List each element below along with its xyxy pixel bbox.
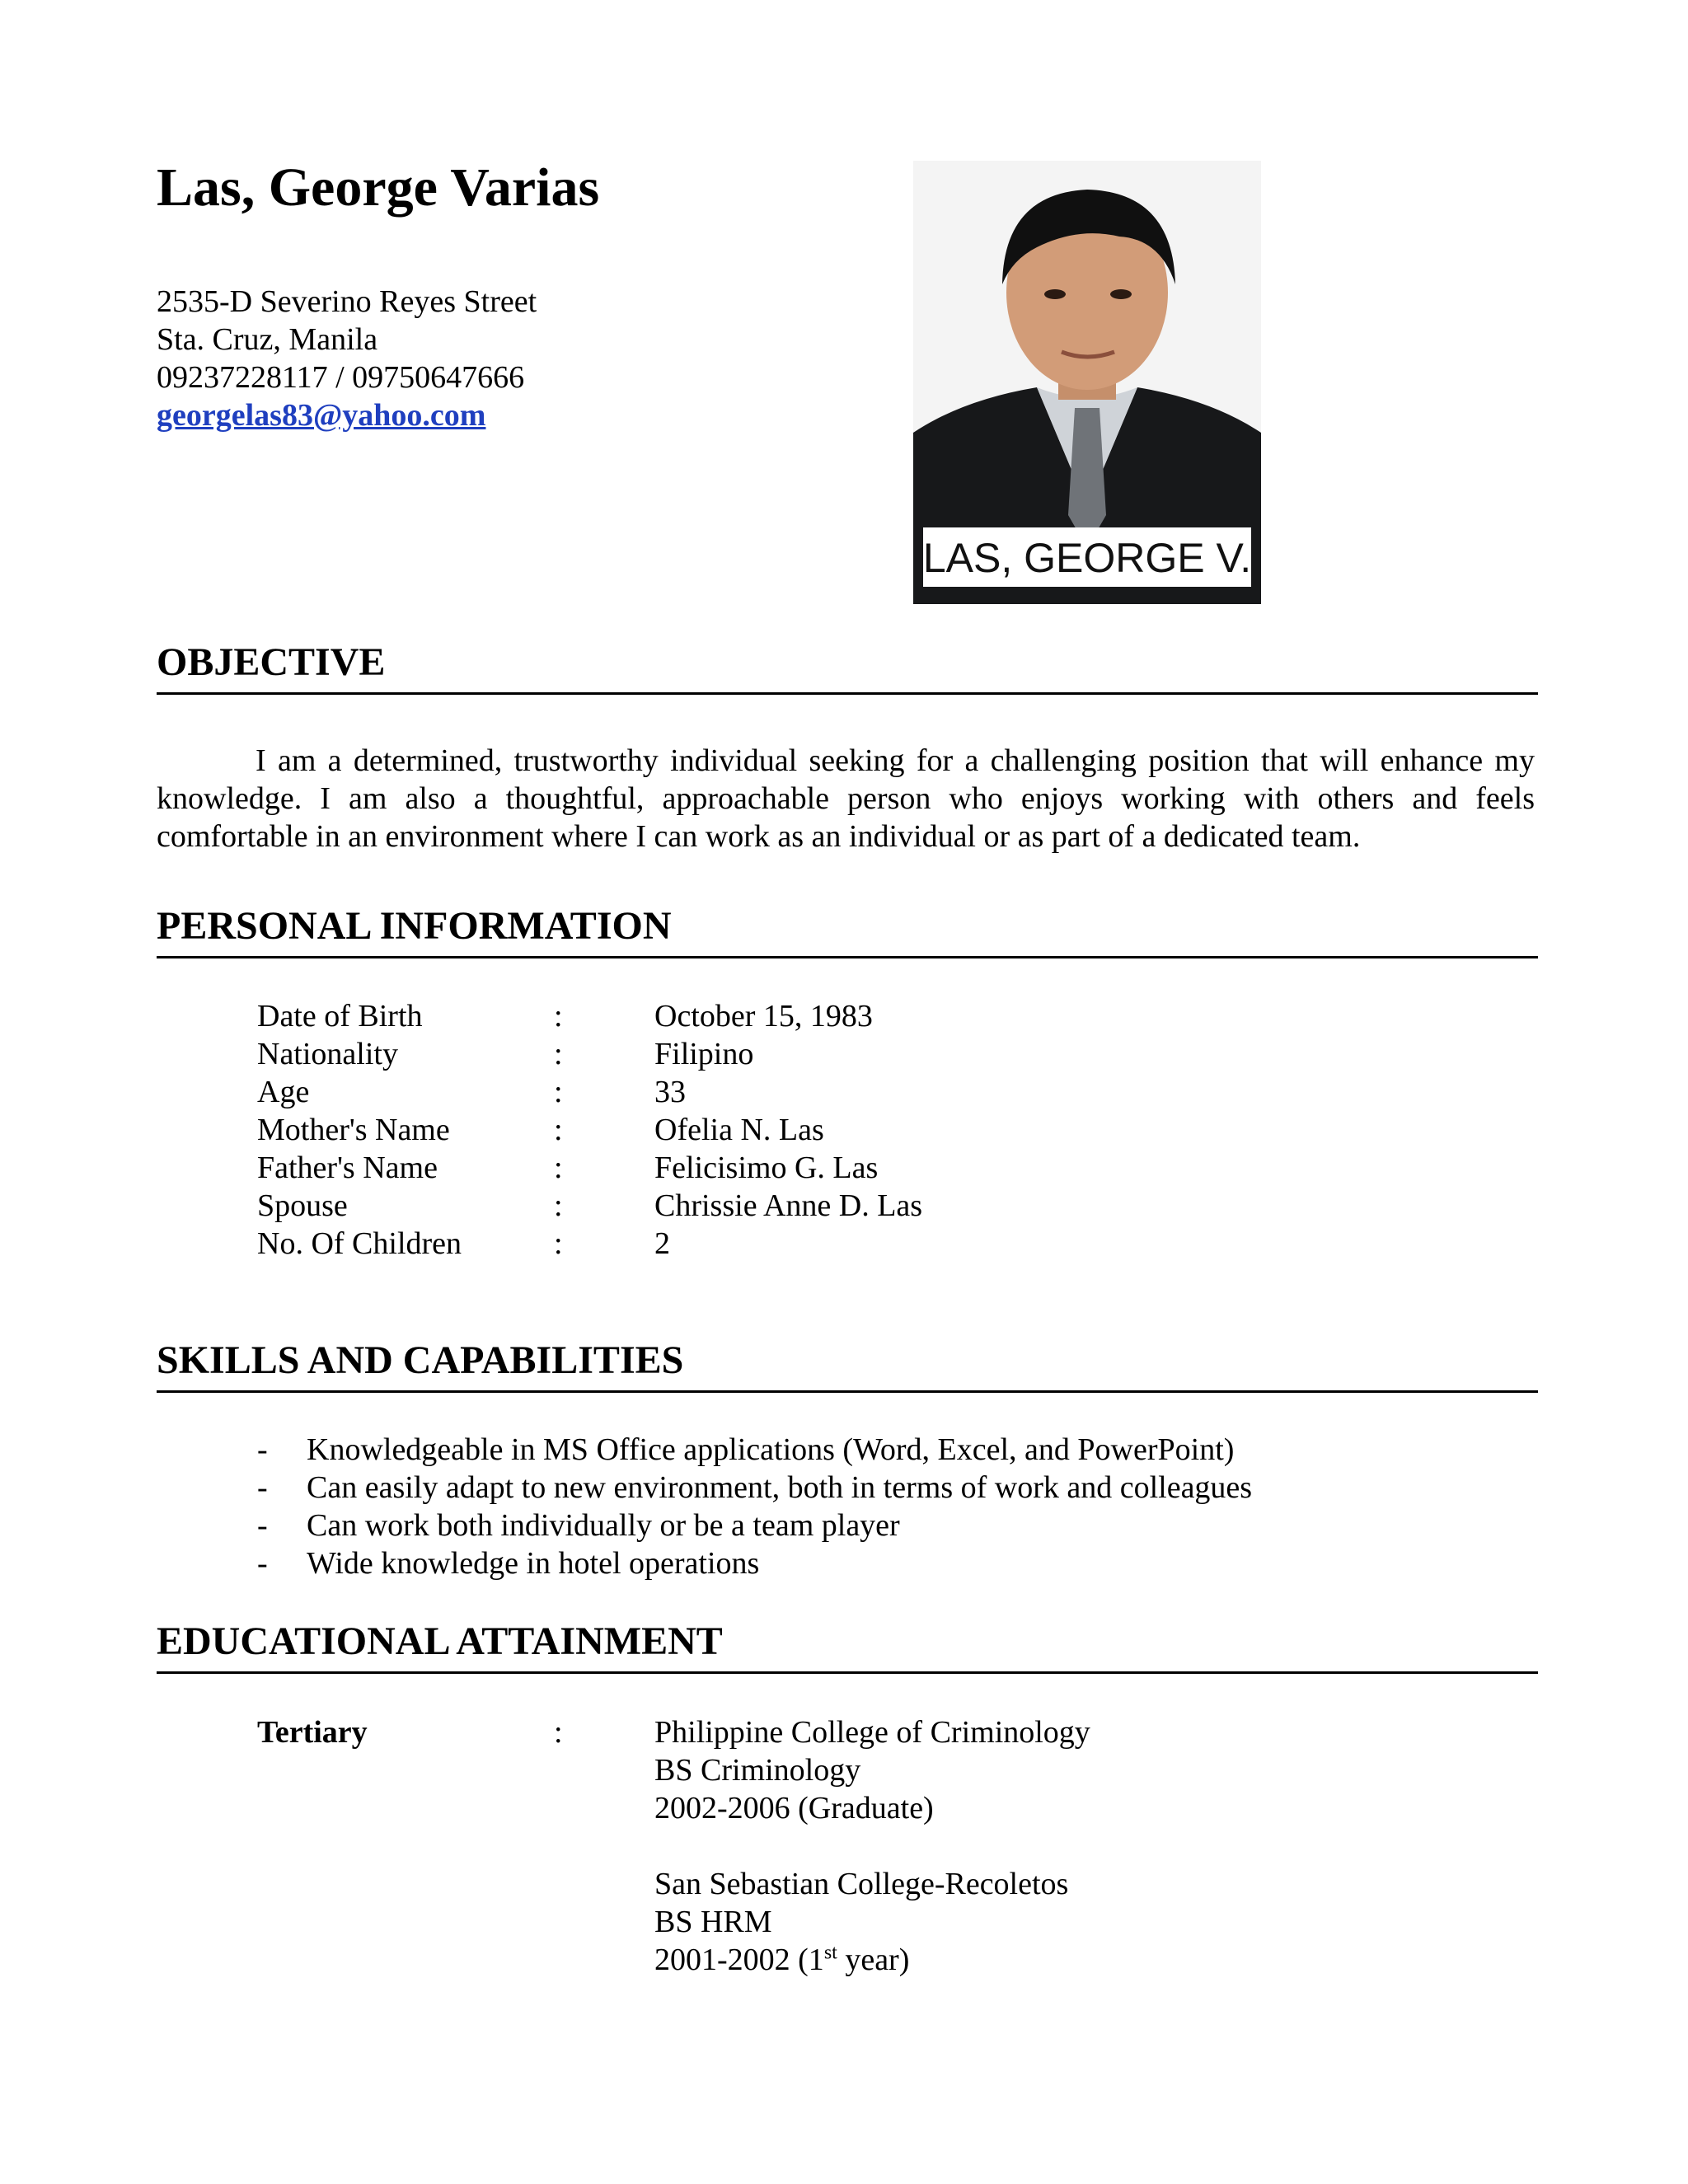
phone-numbers: 09237228117 / 09750647666 [157, 360, 525, 395]
info-label: Mother's Name [257, 1113, 450, 1147]
address-line-1: 2535-D Severino Reyes Street [157, 284, 537, 319]
school-years [654, 1941, 909, 1979]
school-degree: BS HRM [654, 1905, 772, 1939]
education-level-label: Tertiary [257, 1715, 368, 1750]
photo-caption: LAS, GEORGE V. [922, 535, 1252, 581]
education-divider [157, 1671, 1538, 1674]
info-colon: : [554, 1037, 563, 1071]
info-colon: : [554, 1075, 563, 1109]
applicant-photo [913, 161, 1261, 604]
school-years-suffix: year) [837, 1943, 910, 1977]
school-years-ordinal: st [823, 1942, 837, 1964]
info-row [0, 1187, 1688, 1225]
info-row [0, 997, 1688, 1035]
personal-info-divider [157, 956, 1538, 958]
objective-title: OBJECTIVE [157, 640, 386, 684]
bullet-dash: - [257, 1470, 268, 1505]
objective-section [157, 742, 1535, 855]
info-label: Nationality [257, 1037, 398, 1071]
info-label: Age [257, 1075, 310, 1109]
info-label: Father's Name [257, 1151, 438, 1185]
bullet-dash: - [257, 1546, 268, 1581]
objective-text: I am a determined, trustworthy individual seeking for a challenging position that will enhance my knowledge. I am also a thoughtful, approachable person who enjoys working with others and feels comfortable in an environment where I can work as an individual or as part of a dedicated team. [157, 743, 1535, 854]
info-label: No. Of Children [257, 1226, 462, 1261]
info-value: Ofelia N. Las [654, 1113, 824, 1147]
email-container [157, 396, 485, 434]
info-colon: : [554, 1226, 563, 1261]
info-row [0, 1111, 1688, 1149]
info-colon: : [554, 1188, 563, 1223]
skill-text: Can work both individually or be a team player [307, 1508, 900, 1543]
info-label: Spouse [257, 1188, 348, 1223]
info-value: Felicisimo G. Las [654, 1151, 879, 1185]
info-colon: : [554, 1113, 563, 1147]
school-name: San Sebastian College-Recoletos [654, 1867, 1069, 1901]
skill-item [0, 1431, 1688, 1469]
skill-item [0, 1507, 1688, 1544]
skill-text: Knowledgeable in MS Office applications (Word, Excel, and PowerPoint) [307, 1432, 1235, 1467]
info-colon: : [554, 999, 563, 1033]
bullet-dash: - [257, 1432, 268, 1467]
info-colon: : [554, 1151, 563, 1185]
skill-item [0, 1469, 1688, 1507]
school-years: 2002-2006 (Graduate) [654, 1791, 934, 1825]
school-years-prefix: 2001-2002 (1 [654, 1943, 824, 1977]
email-link[interactable]: georgelas83@yahoo.com [157, 398, 486, 433]
info-value: 2 [654, 1226, 670, 1261]
school-degree: BS Criminology [654, 1753, 861, 1788]
education-title: EDUCATIONAL ATTAINMENT [157, 1619, 723, 1663]
info-row [0, 1225, 1688, 1263]
info-value: Chrissie Anne D. Las [654, 1188, 923, 1223]
skill-text: Wide knowledge in hotel operations [307, 1546, 760, 1581]
info-row [0, 1035, 1688, 1073]
skills-title: SKILLS AND CAPABILITIES [157, 1338, 684, 1382]
applicant-name: Las, George Varias [157, 157, 600, 218]
bullet-dash: - [257, 1508, 268, 1543]
address-line-2: Sta. Cruz, Manila [157, 322, 378, 357]
education-colon: : [554, 1715, 563, 1750]
personal-info-title: PERSONAL INFORMATION [157, 904, 672, 948]
school-name: Philippine College of Criminology [654, 1715, 1090, 1750]
skills-divider [157, 1390, 1538, 1393]
info-label: Date of Birth [257, 999, 423, 1033]
info-value: 33 [654, 1075, 686, 1109]
skill-text: Can easily adapt to new environment, both in terms of work and colleagues [307, 1470, 1253, 1505]
info-value: October 15, 1983 [654, 999, 873, 1033]
objective-divider [157, 692, 1538, 695]
info-row [0, 1073, 1688, 1111]
info-row [0, 1149, 1688, 1187]
info-value: Filipino [654, 1037, 754, 1071]
skill-item [0, 1544, 1688, 1582]
